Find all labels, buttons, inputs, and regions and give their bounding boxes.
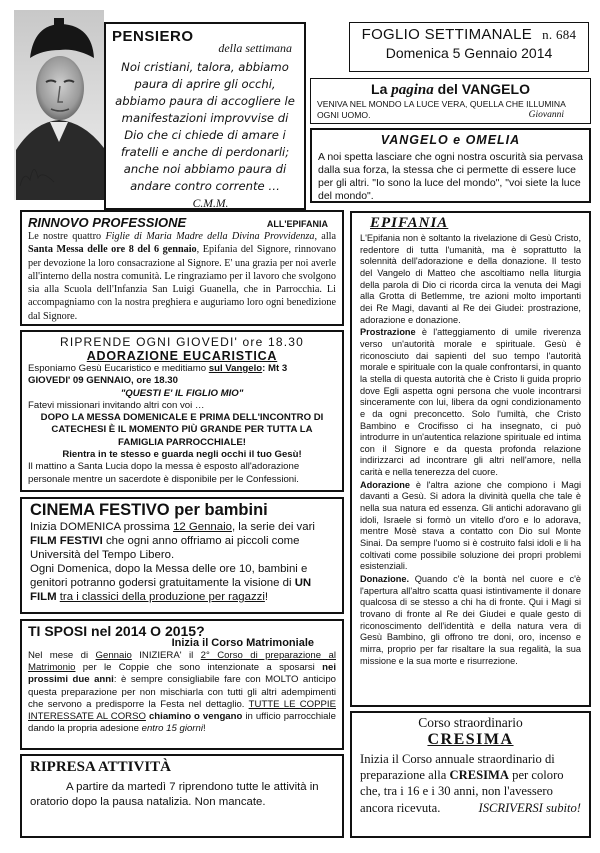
sposi-a-month: Gennaio xyxy=(95,650,132,661)
omelia-text: A noi spetta lasciare che ogni nostra oscurità sia pervasa dalla sua forza, la stessa che ci permette di essere luce per gli altri. "Io sono la luce del mondo", "voi siete la luce del mondo". xyxy=(318,151,583,202)
vangelo-box xyxy=(310,78,591,124)
rinnovo-p2-bold: Santa Messa delle ore 8 del 6 gennaio xyxy=(28,244,197,256)
epifania-p2-text: è l'atteggiamento di umile riverenza verso un'autorità morale e spirituale. Gesù è riconosciuto dai sapienti del suo tempo l'autorità morale e spirituale con la quale confrontarsi, in quanto la stella di questa autorità che è Cristo li guida proprio dove Egli aspetta ogni persona che vuole incontrarsi sinceramente con lui, libera da ogni condizionamento e da ogni preconcetto. Solo l'umiltà, che Cristo Bambino e Crocifisso ci ha insegnato, ci può introdurre in un'autentica relazione spirituale ed intima con il Signore e da questa profonda relazione indirizzarci ad incontrare gli altri nell'amore, nella carità e nella tenerezza del cuore. xyxy=(360,327,581,478)
adorazione-line2: GIOVEDI' 09 GENNAIO, ore 18.30 xyxy=(28,375,178,387)
epifania-p3-text: è l'altra azione che compiono i Magi davanti a Gesù. Si adora la divinità quella che tale è nella sua natura ed essenza. Gli antichi adoravano gli idoli, Israele si formò un vitello d'oro e lo adorava, mentre Mosè stava a contatto con Dio sul Monte Sinai. Da sempre l'uomo si è costruito falsi idoli e li ha coltivati come possibile soluzione dei propri problemi esistenziali. xyxy=(360,479,581,572)
adorazione-line7: Il mattino a Santa Lucia dopo la messa è esposto all'adorazione personale mentre un sacerdote è disponibile per le Confessioni. xyxy=(28,461,300,485)
sposi-e: : è sempre consigliabile fare con MOLTO anticipo questa preparazione per non mischiarla con tutti gli altri adempimenti che servono a predisporre la Festa nel dettaglio. xyxy=(28,674,336,710)
epifania-box xyxy=(350,211,591,707)
cinema-box xyxy=(20,497,344,614)
epifania-p4-text: Quando c'è la bontà nel cuore e c'è l'apertura all'altro scatta quasi istintivamente il donare qualcosa di se stesso a chi ha di fronte. Qui i Magi si trovano di fronte al Re dei Giudei e quale gesto di riconoscimento dell'identità e della natura vera di Gesù Bambino, gli offrono tre doni, oro, incenso e mirra, proprio per far risaltare la sua regalità, la sua missione e la sua morte e risurrezione. xyxy=(360,574,581,666)
sposi-f-underline: TUTTE LE COPPIE INTERESSATE AL CORSO xyxy=(28,698,336,723)
epifania-title: EPIFANIA xyxy=(370,215,449,231)
cinema-b1-underline: tra i classici della produzione per ragazzi xyxy=(59,591,265,603)
vangelo-title xyxy=(317,81,584,99)
cinema-para2 xyxy=(30,562,334,604)
epifania-p2 xyxy=(360,327,581,479)
cresima-text xyxy=(360,751,581,816)
adorazione-title2: ADORAZIONE EUCARISTICA xyxy=(86,349,278,363)
adorazione-line4: Fatevi missionari invitando altri con voi … xyxy=(28,399,205,411)
vangelo-author: Giovanni xyxy=(528,110,564,120)
cresima-b: per coloro che, tra i 16 e i 30 anni, non l'avessero ancora ricevuta. xyxy=(360,768,564,815)
sposi-text xyxy=(28,650,336,735)
adorazione-title1: RIPRENDE OGNI GIOVEDI' ore 18.30 xyxy=(59,335,305,349)
rinnovo-p3: , Epifania del Signore, rinnovano per devozione la loro consacrazione al Signore. E' una grazia per noi averle all'interno della nostra comunità. Le ringraziamo per il lavoro che svolgono sia alla Scuola dell'Infanzia San Luigi Guanella, che in Parrocchia. Li accompagniamo con la nostra preghiera e auguriamo loro ogni benedizione dal Signore. xyxy=(28,244,336,322)
adorazione-l1-ref: : Mt 3 xyxy=(262,363,288,374)
pensiero-title: PENSIERO xyxy=(112,28,194,45)
issue-number: n. 684 xyxy=(542,27,577,42)
adorazione-line6: Rientra in te stesso e guarda negli occhi il tuo Gesù! xyxy=(62,449,302,461)
cresima-box xyxy=(350,711,591,838)
sposi-h: in ufficio parrocchiale dando la propria adesione xyxy=(28,711,336,735)
epifania-p2-bold: Prostrazione xyxy=(360,327,416,338)
adorazione-line3: "QUESTI E' IL FIGLIO MIO" xyxy=(120,387,244,399)
sposi-h-italic: entro 15 giorni xyxy=(141,723,203,735)
cresima-a-bold: CRESIMA xyxy=(449,768,509,783)
epifania-p4-bold: Donazione. xyxy=(360,574,410,585)
epifania-p1: L'Epifania non è soltanto la rivelazione di Gesù Cristo, redentore di tutta l'umanità, ma è soprattutto la solennità dell'adorazione e della donazione. Il testo del Vangelo di Matteo che ascoltiamo nella liturgia della parola di Dio ci ricorda circa la venuta dei Magi alla Grotta di Betlemme, tre azioni molto importanti dei Re Magi, davanti al Re dei Giudei: prostrazione, adorazione e donazione. xyxy=(360,233,581,325)
cinema-a1-date: 12 Gennaio xyxy=(173,521,232,533)
pensiero-body xyxy=(112,59,298,210)
cinema-b1-bold: UN FILM xyxy=(30,577,312,603)
sposi-title: TI SPOSI nel 2014 O 2015? xyxy=(28,623,205,639)
cinema-a3: che ogni anno offriamo ai piccoli come Università del Tempo Libero. xyxy=(30,535,300,561)
cinema-a1: Inizia DOMENICA prossima xyxy=(30,521,170,533)
cresima-cta: ISCRIVERSI subito! xyxy=(478,800,581,815)
pensiero-box xyxy=(104,22,306,210)
cinema-para1 xyxy=(30,520,334,562)
pensiero-text: Noi cristiani, talora, abbiamo paura di aprire gli occhi, abbiamo paura di accogliere le manifestazioni improvvise di Dio che ci chiede di amare i fratelli e anche di perdonarli; anche noi abbiamo paura di andare contro corrente … xyxy=(115,60,295,193)
cinema-title: CINEMA FESTIVO per bambini xyxy=(30,501,268,519)
cresima-title2: CRESIMA xyxy=(427,731,514,748)
vangelo-title-italic: pagina xyxy=(391,82,434,98)
vangelo-text: VENIVA NEL MONDO LA LUCE VERA, QUELLA CHE ILLUMINA OGNI UOMO. xyxy=(317,99,566,120)
priest-portrait xyxy=(14,10,104,200)
rinnovo-box xyxy=(20,210,344,326)
sposi-box xyxy=(20,619,344,750)
sposi-subtitle: Inizia il Corso Matrimoniale xyxy=(171,637,314,649)
cinema-a2-bold: FILM FESTIVI xyxy=(30,535,103,547)
pensiero-signature: C.M.M. xyxy=(192,197,229,210)
omelia-title: VANGELO e OMELIA xyxy=(380,133,521,147)
sposi-b: INIZIERA' il xyxy=(139,650,194,661)
adorazione-line1 xyxy=(28,363,336,375)
sposi-g-bold: chiamino o vengano xyxy=(148,711,243,723)
rinnovo-title-row xyxy=(28,215,336,230)
ripresa-box xyxy=(20,754,344,838)
adorazione-l1: Esponiamo Gesù Eucaristico e meditiamo xyxy=(28,363,207,374)
cresima-a: Inizia il Corso annuale straordinario di preparazione alla xyxy=(360,752,555,783)
rinnovo-p1: Le nostre quattro xyxy=(28,231,102,242)
adorazione-line5: DOPO LA MESSA DOMENICALE E PRIMA DELL'INCONTRO DI CATECHESI È IL MOMENTO PIÙ GRANDE PER TUTTA LA FAMIGLIA PARROCCHIALE! xyxy=(40,412,324,448)
rinnovo-title: RINNOVO PROFESSIONE xyxy=(28,215,187,230)
ripresa-title: RIPRESA ATTIVITÀ xyxy=(30,759,172,775)
adorazione-box xyxy=(20,330,344,492)
sposi-c-course: 2° Corso di preparazione al Matrimonio xyxy=(28,650,336,674)
header-title: FOGLIO SETTIMANALE xyxy=(361,26,533,43)
rinnovo-p1-italic: Figlie di Maria Madre della Divina Provvidenza xyxy=(105,231,315,242)
vangelo-title-pre: La xyxy=(371,81,388,97)
rinnovo-title-right: ALL'EPIFANIA xyxy=(266,219,328,229)
sposi-d: per le Coppie che sono intenzionate a sposarsi xyxy=(82,662,315,674)
epifania-p4 xyxy=(360,574,581,667)
ripresa-text: A partire da martedì 7 riprendono tutte le attività in oratorio dopo la pausa natalizia. Non mancate. xyxy=(30,781,319,808)
issue-date: Domenica 5 Gennaio 2014 xyxy=(385,45,553,61)
cinema-b1: Ogni Domenica, dopo la Messa delle ore 10, bambini e genitori potranno godersi gratuitamente la visione di xyxy=(30,563,308,589)
newsletter-header xyxy=(349,22,589,72)
sposi-d-bold: nei prossimi due anni xyxy=(28,662,337,686)
epifania-p3-bold: Adorazione xyxy=(360,479,411,490)
pensiero-subtitle: della settimana xyxy=(218,41,292,55)
sposi-i: ! xyxy=(202,723,206,735)
vangelo-text-block xyxy=(317,99,584,121)
cresima-title1: Corso straordinario xyxy=(418,715,523,730)
omelia-box xyxy=(310,128,591,203)
rinnovo-text xyxy=(28,230,336,323)
adorazione-l1-bold: sul Vangelo xyxy=(208,363,263,374)
sposi-a: Nel mese di xyxy=(28,650,89,661)
cinema-b2: ! xyxy=(264,591,269,603)
rinnovo-p2: , alla xyxy=(314,231,336,242)
epifania-p3 xyxy=(360,480,581,573)
cinema-a2: , la serie dei vari xyxy=(231,521,315,533)
vangelo-title-post: del VANGELO xyxy=(437,81,530,97)
header-title-line xyxy=(350,26,588,43)
